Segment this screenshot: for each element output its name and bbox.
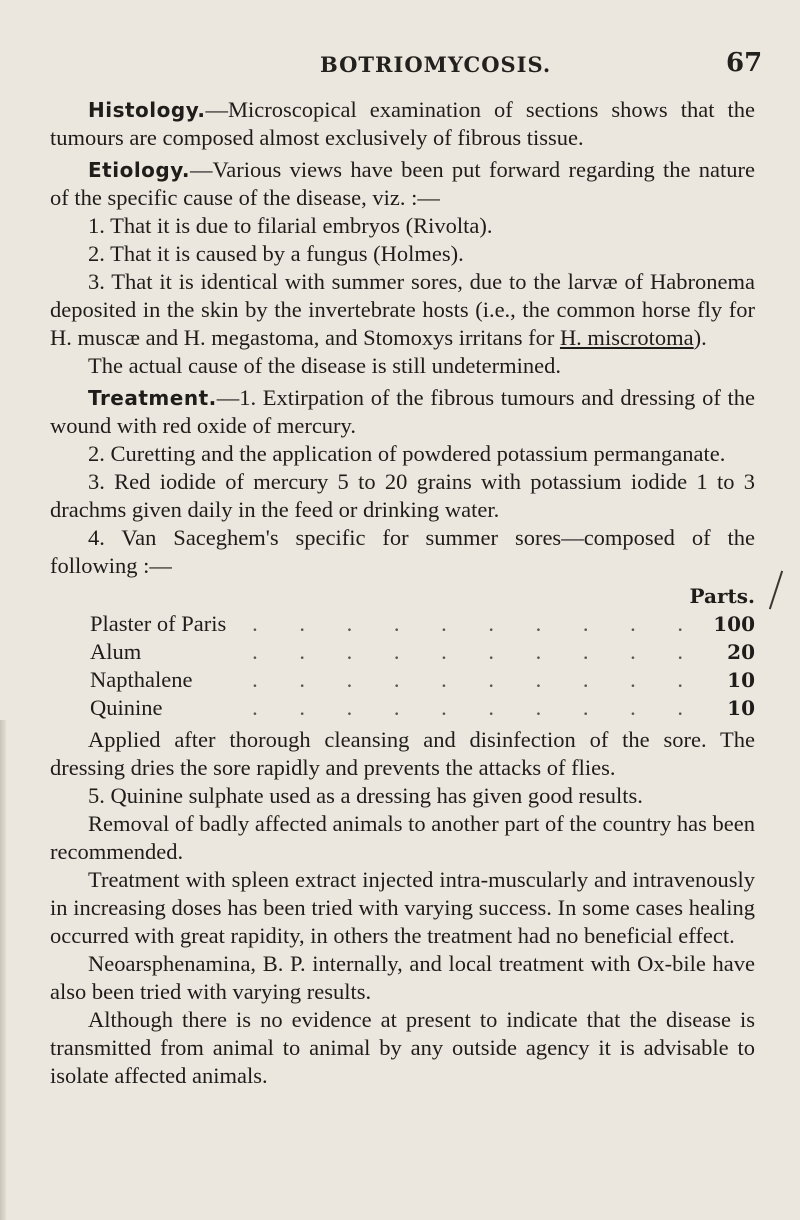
leader-dots: . . . . . . . . . .	[252, 639, 701, 664]
margin-pencil-mark	[769, 571, 783, 610]
recipe-ingredient: Quinine	[90, 695, 163, 720]
page-number: 67	[726, 48, 763, 78]
leader-dots: . . . . . . . . . .	[252, 611, 701, 636]
leader-dots: . . . . . . . . . .	[252, 695, 701, 720]
treatment-heading: Treatment.	[88, 386, 217, 410]
etiology-item-2: 2. That it is caused by a fungus (Holmes).	[88, 241, 464, 266]
treatment-item-1: —1. Extirpation of the fibrous tumours and dressing of the wound with red oxide of mercury.	[50, 385, 755, 438]
etiology-item-3-text: 3. That it is identical with summer sores, due to the larvæ of Habronema deposited in the skin by the invertebrate hosts (i.e., the common horse fly for H. muscæ and H. megastoma, and Stomoxys irritans for	[50, 269, 755, 350]
etiology-item-3	[50, 268, 755, 352]
recipe-units-header: Parts.	[689, 584, 755, 608]
etiology-intro: —Various views have been put forward regarding the nature of the specific cause of the disease, viz. :—	[50, 157, 755, 210]
page-edge-shadow	[0, 720, 6, 1220]
treatment-item-5: 5. Quinine sulphate used as a dressing has given good results.	[88, 783, 643, 808]
page-header	[0, 48, 800, 92]
treatment-item-3: 3. Red iodide of mercury 5 to 20 grains with potassium iodide 1 to 3 drachms given daily in the feed or drinking water.	[50, 469, 755, 522]
body-text	[50, 96, 755, 1090]
histology-text: —Microscopical examination of sections shows that the tumours are composed almost exclusively of fibrous tissue.	[50, 97, 755, 150]
recipe-row	[50, 638, 755, 666]
recipe-row	[50, 666, 755, 694]
spleen-paragraph: Treatment with spleen extract injected intra-muscularly and intravenously in increasing doses has been tried with varying success. In some cases healing occurred with great rapidity, in others the treatment had no beneficial effect.	[50, 867, 755, 948]
neoarsphenamina-paragraph: Neoarsphenamina, B. P. internally, and local treatment with Ox-bile have also been tried with varying results.	[50, 951, 755, 1004]
recipe-ingredient: Alum	[90, 639, 142, 664]
removal-paragraph: Removal of badly affected animals to another part of the country has been recommended.	[50, 811, 755, 864]
recipe-quantity: 10	[727, 696, 755, 720]
etiology-heading: Etiology.	[88, 158, 191, 182]
recipe-row	[50, 694, 755, 722]
recipe-quantity: 20	[727, 640, 755, 664]
etiology-conclusion: The actual cause of the disease is still undetermined.	[88, 353, 561, 378]
etiology-item-1: 1. That it is due to filarial embryos (Rivolta).	[88, 213, 493, 238]
etiology-paragraph	[50, 156, 755, 212]
treatment-paragraph	[50, 384, 755, 440]
recipe-ingredient: Napthalene	[90, 667, 193, 692]
treatment-item-2: 2. Curetting and the application of powdered potassium permanganate.	[88, 441, 726, 466]
recipe-units-row	[50, 582, 755, 610]
recipe-table	[50, 582, 755, 722]
treatment-item-4: 4. Van Saceghem's specific for summer sores—composed of the following :—	[50, 525, 755, 578]
after-recipe-text: Applied after thorough cleansing and disinfection of the sore. The dressing dries the sore rapidly and prevents the attacks of flies.	[50, 727, 755, 780]
histology-heading: Histology.	[88, 98, 206, 122]
recipe-ingredient: Plaster of Paris	[90, 611, 227, 636]
running-head: BOTRIOMYCOSIS.	[320, 52, 552, 77]
recipe-quantity: 100	[713, 612, 755, 636]
etiology-item-3-end: ).	[693, 325, 707, 350]
underlined-species: H. miscrotoma	[559, 325, 694, 350]
transmission-paragraph: Although there is no evidence at present to indicate that the disease is transmitted from animal to animal by any outside agency it is advisable to isolate affected animals.	[50, 1007, 755, 1088]
leader-dots: . . . . . . . . . .	[252, 667, 701, 692]
recipe-row	[50, 610, 755, 638]
histology-paragraph	[50, 96, 755, 152]
recipe-quantity: 10	[727, 668, 755, 692]
